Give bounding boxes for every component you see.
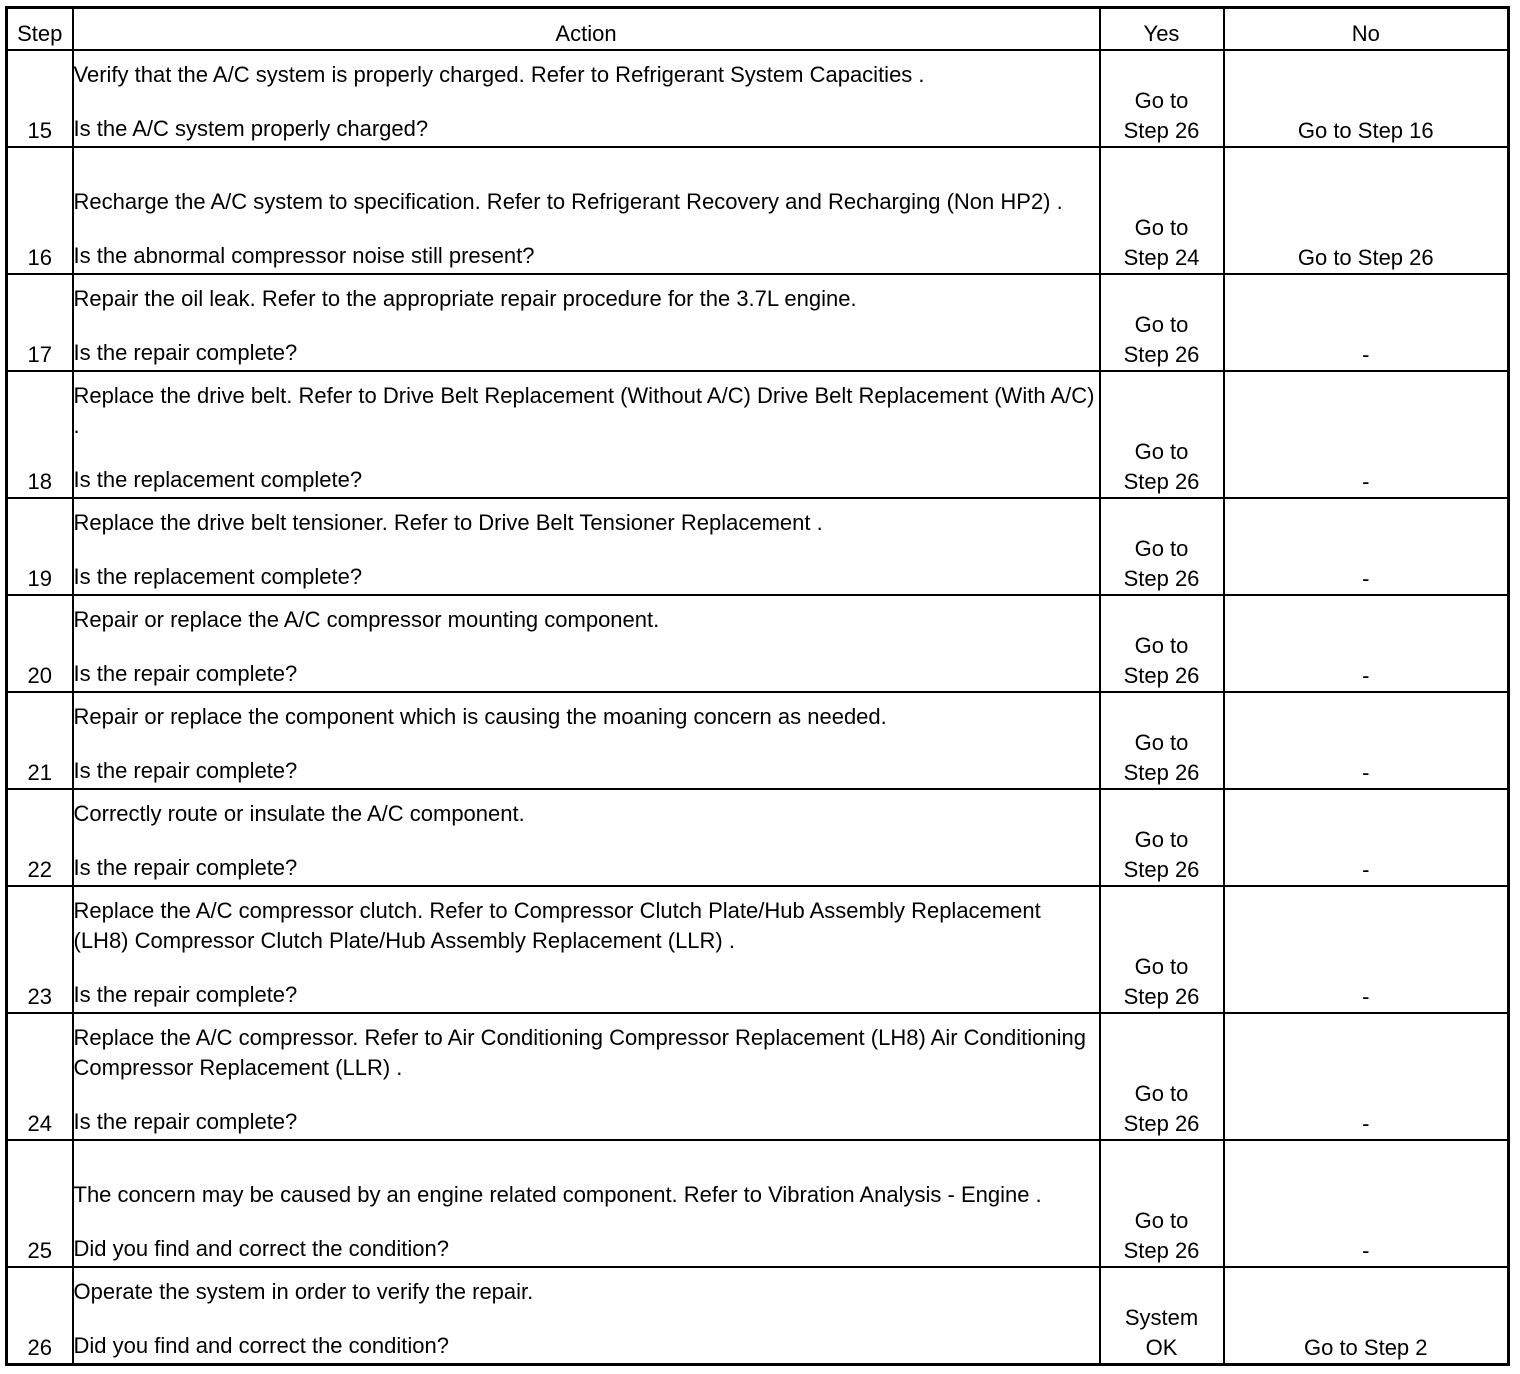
action-cell <box>73 50 1100 147</box>
action-instruction: Operate the system in order to verify the repair. <box>73 1278 534 1304</box>
action-instruction: The concern may be caused by an engine related component. Refer to Vibration Analysis - Engine . <box>73 1182 1042 1207</box>
action-instruction: Replace the drive belt. Refer to Drive Belt Replacement (Without A/C) Drive Belt Replacement (With A/C) . <box>73 383 1095 438</box>
action-instruction: Correctly route or insulate the A/C component. <box>73 801 525 826</box>
yes-result: Go to Step 24 <box>1100 147 1224 274</box>
no-result: Go to Step 16 <box>1224 50 1509 147</box>
action-question: Is the replacement complete? <box>73 564 363 589</box>
action-instruction: Replace the drive belt tensioner. Refer to Drive Belt Tensioner Replacement . <box>73 510 823 535</box>
step-number: 24 <box>7 1013 73 1140</box>
action-question: Is the A/C system properly charged? <box>73 116 429 141</box>
table-row <box>7 595 1509 692</box>
no-result: - <box>1224 371 1509 498</box>
action-question: Is the repair complete? <box>73 340 298 365</box>
action-question: Did you find and correct the condition? <box>73 1332 449 1358</box>
action-question: Is the repair complete? <box>73 661 298 686</box>
action-cell <box>73 274 1100 371</box>
table-row <box>7 692 1509 789</box>
action-cell <box>73 595 1100 692</box>
header-step: Step <box>7 8 73 51</box>
no-result: - <box>1224 1013 1509 1140</box>
step-number: 16 <box>7 147 73 274</box>
step-number: 21 <box>7 692 73 789</box>
action-cell <box>73 692 1100 789</box>
yes-result: Go to Step 26 <box>1100 498 1224 595</box>
action-instruction: Repair or replace the A/C compressor mounting component. <box>73 607 660 632</box>
yes-result: Go to Step 26 <box>1100 789 1224 886</box>
no-result: - <box>1224 692 1509 789</box>
diagnostic-table <box>5 6 1510 1366</box>
no-result: - <box>1224 886 1509 1013</box>
yes-result: Go to Step 26 <box>1100 1013 1224 1140</box>
step-number: 20 <box>7 595 73 692</box>
yes-result: Go to Step 26 <box>1100 274 1224 371</box>
table-row <box>7 886 1509 1013</box>
action-question: Did you find and correct the condition? <box>73 1236 449 1261</box>
table-row <box>7 371 1509 498</box>
step-number: 26 <box>7 1267 73 1364</box>
table-row <box>7 1013 1509 1140</box>
action-cell <box>73 1013 1100 1140</box>
action-cell <box>73 147 1100 274</box>
action-instruction: Repair the oil leak. Refer to the appropriate repair procedure for the 3.7L engine. <box>73 286 857 311</box>
action-instruction: Recharge the A/C system to specification. Refer to Refrigerant Recovery and Recharging (Non HP2) . <box>73 189 1063 214</box>
table-row <box>7 147 1509 274</box>
action-instruction: Verify that the A/C system is properly charged. Refer to Refrigerant System Capacities . <box>73 62 925 87</box>
table-row <box>7 1140 1509 1267</box>
step-number: 15 <box>7 50 73 147</box>
step-number: 23 <box>7 886 73 1013</box>
table-row <box>7 1267 1509 1364</box>
action-instruction: Replace the A/C compressor clutch. Refer to Compressor Clutch Plate/Hub Assembly Replacement (LH8) Compressor Clutch Plate/Hub Assembly Replacement (LLR) . <box>73 898 1041 953</box>
action-question: Is the repair complete? <box>73 1109 298 1134</box>
action-cell <box>73 371 1100 498</box>
action-instruction: Repair or replace the component which is causing the moaning concern as needed. <box>73 704 887 729</box>
table-row <box>7 50 1509 147</box>
action-question: Is the repair complete? <box>73 982 298 1007</box>
action-question: Is the repair complete? <box>73 758 298 783</box>
step-number: 18 <box>7 371 73 498</box>
step-number: 22 <box>7 789 73 886</box>
no-result: - <box>1224 595 1509 692</box>
action-question: Is the repair complete? <box>73 855 298 880</box>
yes-result: Go to Step 26 <box>1100 595 1224 692</box>
header-action: Action <box>73 8 1100 51</box>
table-row <box>7 789 1509 886</box>
no-result: - <box>1224 274 1509 371</box>
no-result: - <box>1224 498 1509 595</box>
yes-result: System OK <box>1100 1267 1224 1364</box>
no-result: - <box>1224 789 1509 886</box>
step-number: 17 <box>7 274 73 371</box>
yes-result: Go to Step 26 <box>1100 371 1224 498</box>
action-cell <box>73 886 1100 1013</box>
no-result: Go to Step 2 <box>1224 1267 1509 1364</box>
action-instruction: Replace the A/C compressor. Refer to Air Conditioning Compressor Replacement (LH8) Air Conditioning Compressor Replacement (LLR) . <box>73 1025 1086 1080</box>
action-cell <box>73 1267 1100 1364</box>
header-no: No <box>1224 8 1509 51</box>
table-row <box>7 274 1509 371</box>
no-result: - <box>1224 1140 1509 1267</box>
header-row <box>7 8 1509 51</box>
yes-result: Go to Step 26 <box>1100 886 1224 1013</box>
header-yes: Yes <box>1100 8 1224 51</box>
action-question: Is the replacement complete? <box>73 467 363 492</box>
yes-result: Go to Step 26 <box>1100 1140 1224 1267</box>
yes-result: Go to Step 26 <box>1100 692 1224 789</box>
table-row <box>7 498 1509 595</box>
yes-result: Go to Step 26 <box>1100 50 1224 147</box>
action-cell <box>73 789 1100 886</box>
no-result: Go to Step 26 <box>1224 147 1509 274</box>
action-question: Is the abnormal compressor noise still present? <box>73 243 535 268</box>
step-number: 25 <box>7 1140 73 1267</box>
step-number: 19 <box>7 498 73 595</box>
action-cell <box>73 498 1100 595</box>
action-cell <box>73 1140 1100 1267</box>
